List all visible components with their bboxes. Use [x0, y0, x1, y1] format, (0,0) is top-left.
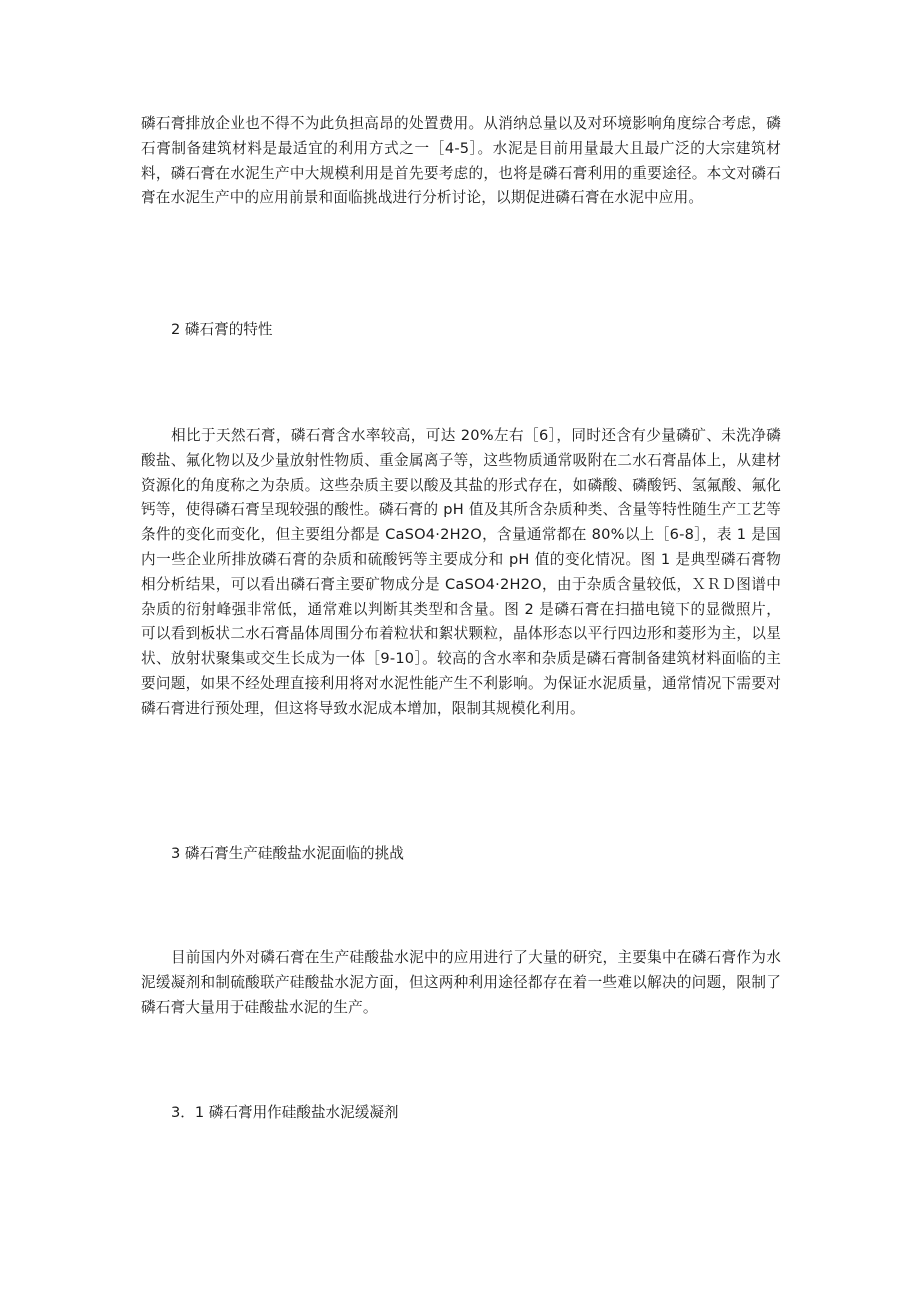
section-heading-2: 2 磷石膏的特性: [171, 321, 273, 338]
paragraph-properties: 相比于天然石膏，磷石膏含水率较高，可达 20%左右［6］，同时还含有少量磷矿、未洗净磷酸盐、氟化物以及少量放射性物质、重金属离子等，这些物质通常吸附在二水石膏晶体上，从建材资源化的角度称之为杂质。这些杂质主要以酸及其盐的形式存在，如磷酸、磷酸钙、氢氟酸、氟化钙等，使得磷石膏呈现较强的酸性。磷石膏的 pH 值及其所含杂质种类、含量等特性随生产工艺等条件的变化而变化，但主要组分都是 CaSO4·2H2O，含量通常都在 80%以上［6-8］，表 1 是国内一些企业所排放磷石膏的杂质和硫酸钙等主要成分和 pH 值的变化情况。图 1 是典型磷石膏物相分析结果，可以看出磷石膏主要矿物成分是 CaSO4·2H2O，由于杂质含量较低，ＸＲＤ图谱中杂质的衍射峰强非常低，通常难以判断其类型和含量。图 2 是磷石膏在扫描电镜下的显微照片，可以看到板状二水石膏晶体周围分布着粒状和絮状颗粒，晶体形态以平行四边形和菱形为主，以星状、放射状聚集或交生长成为一体［9-10］。较高的含水率和杂质是磷石膏制备建筑材料面临的主要问题，如果不经处理直接利用将对水泥性能产生不利影响。为保证水泥质量，通常情况下需要对磷石膏进行预处理，但这将导致水泥成本增加，限制其规模化利用。: [141, 427, 781, 717]
section-heading-3-1: 3．1 磷石膏用作硅酸盐水泥缓凝剂: [171, 1104, 399, 1121]
paragraph-intro-continued: 磷石膏排放企业也不得不为此负担高昂的处置费用。从消纳总量以及对环境影响角度综合考虑，磷石膏制备建筑材料是最适宜的利用方式之一［4-5］。水泥是目前用量最大且最广泛的大宗建筑材料，磷石膏在水泥生产中大规模利用是首先要考虑的，也将是磷石膏利用的重要途径。本文对磷石膏在水泥生产中的应用前景和面临挑战进行分析讨论，以期促进磷石膏在水泥中应用。: [141, 115, 781, 207]
section-heading-3: 3 磷石膏生产硅酸盐水泥面临的挑战: [171, 845, 404, 862]
paragraph-challenges: 目前国内外对磷石膏在生产硅酸盐水泥中的应用进行了大量的研究，主要集中在磷石膏作为水泥缓凝剂和制硫酸联产硅酸盐水泥方面，但这两种利用途径都存在着一些难以解决的问题，限制了磷石膏大量用于硅酸盐水泥的生产。: [141, 949, 781, 1016]
